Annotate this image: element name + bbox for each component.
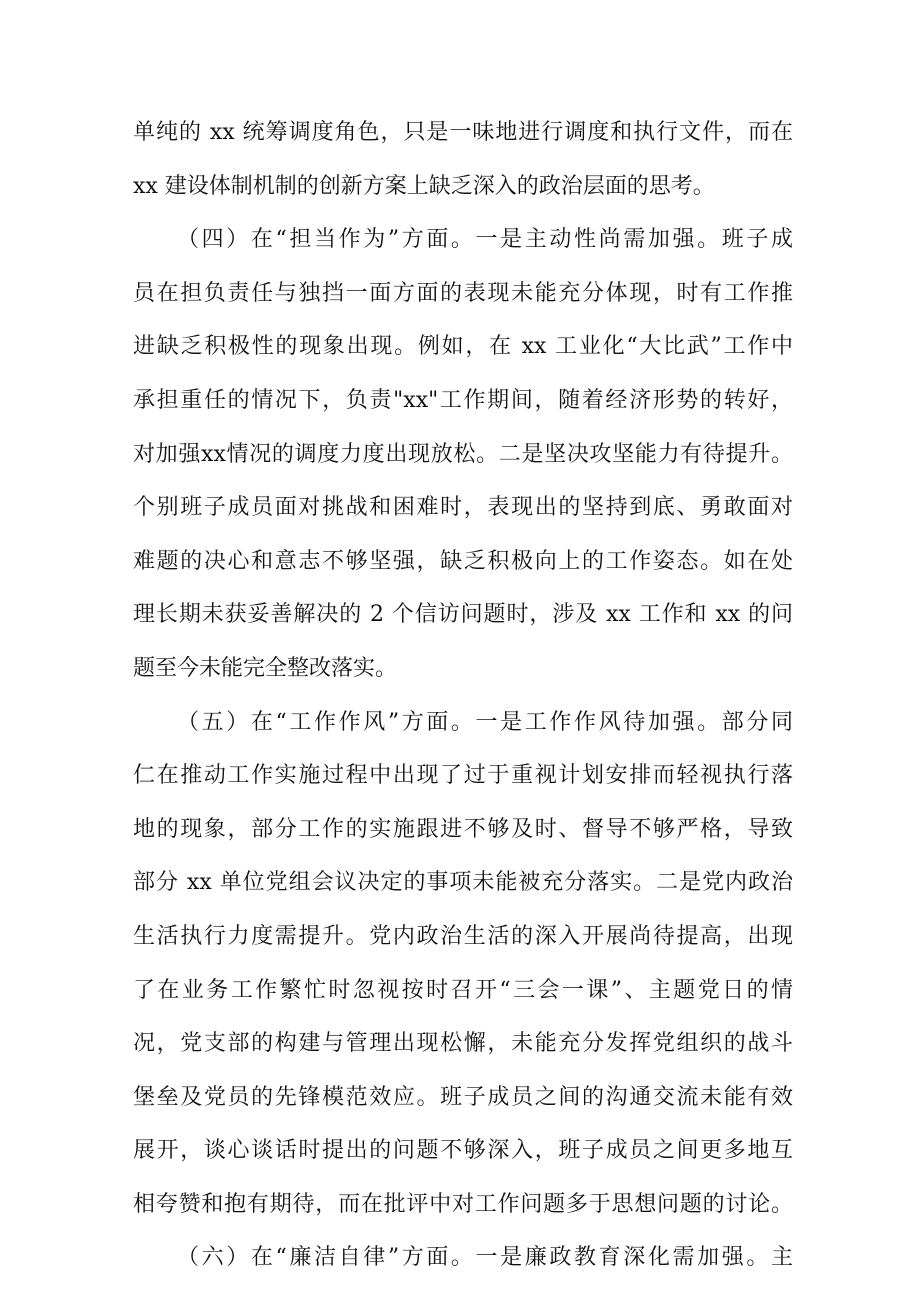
- text-line: 承担重任的情况下，负责"xx"工作期间，随着经济形势的转好，: [133, 387, 793, 413]
- text-line: （五）在“工作作风”方面。一是工作作风待加强。部分同: [177, 709, 793, 735]
- text-line: 堡垒及党员的先锋模范效应。班子成员之间的沟通交流未能有效: [133, 1084, 793, 1110]
- text-line: 生活执行力度需提升。党内政治生活的深入开展尚待提高，出现: [133, 923, 793, 949]
- text-line: 单纯的 xx 统筹调度角色，只是一味地进行调度和执行文件，而在: [133, 120, 793, 145]
- text-line: 仁在推动工作实施过程中出现了过于重视计划安排而轻视执行落: [133, 763, 793, 789]
- document-body: [133, 106, 793, 1285]
- text-line: 难题的决心和意志不够坚强，缺乏积极向上的工作姿态。如在处: [133, 548, 793, 574]
- text-line: 况，党支部的构建与管理出现松懈，未能充分发挥党组织的战斗: [133, 1031, 793, 1057]
- text-line: xx 建设体制机制的创新方案上缺乏深入的政治层面的思考。: [133, 173, 715, 199]
- text-line: 部分 xx 单位党组会议决定的事项未能被充分落实。二是党内政治: [133, 870, 793, 896]
- text-line: 对加强xx情况的调度力度出现放松。二是坚决攻坚能力有待提升。: [133, 441, 793, 467]
- text-line: 理长期未获妥善解决的 2 个信访问题时，涉及 xx 工作和 xx 的问: [133, 602, 793, 628]
- text-line: 员在担负责任与独挡一面方面的表现未能充分体现，时有工作推: [133, 280, 793, 306]
- text-line: 相夸赞和抱有期待，而在批评中对工作问题多于思想问题的讨论。: [133, 1191, 793, 1217]
- text-line: （四）在“担当作为”方面。一是主动性尚需加强。班子成: [177, 227, 793, 253]
- text-line: （六）在“廉洁自律”方面。一是廉政教育深化需加强。主: [177, 1245, 793, 1271]
- text-line: 题至今未能完全整改落实。: [133, 655, 398, 681]
- text-line: 进缺乏积极性的现象出现。例如，在 xx 工业化“大比武”工作中: [133, 334, 793, 360]
- text-line: 了在业务工作繁忙时忽视按时召开“三会一课”、主题党日的情: [133, 977, 793, 1003]
- text-line: 地的现象，部分工作的实施跟进不够及时、督导不够严格，导致: [133, 816, 793, 842]
- text-line: 展开，谈心谈话时提出的问题不够深入，班子成员之间更多地互: [133, 1138, 793, 1164]
- text-line: 个别班子成员面对挑战和困难时，表现出的坚持到底、勇敢面对: [133, 495, 793, 521]
